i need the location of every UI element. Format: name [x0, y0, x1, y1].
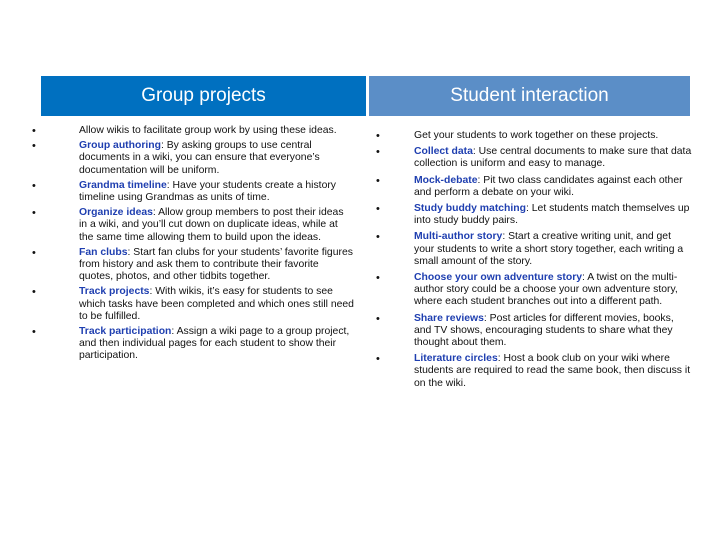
bullet-item	[376, 146, 692, 170]
item-text: : Have your students create a history timeline using Grandmas as units of time.	[79, 179, 336, 204]
column-student-interaction	[376, 130, 692, 394]
bullet-item	[376, 231, 692, 268]
item-text: : Let students match themselves up into study buddy pairs.	[414, 203, 690, 227]
item-text: : Allow group members to post their ideas in a wiki, and you’ll cut down on duplicate ideas, while at the same time allowing them to build upon the ideas.	[79, 207, 344, 243]
item-keyword: Grandma timeline	[79, 179, 167, 191]
item-text: : Post articles for different movies, books, and TV shows, encouraging students to share what they thought about them.	[414, 312, 674, 349]
item-text: : With wikis, it’s easy for students to see which tasks have been completed and which ones still need to be fulfilled.	[79, 286, 354, 322]
item-keyword: Study buddy matching	[414, 203, 526, 215]
bullet-icon: •	[32, 125, 36, 137]
bullet-icon: •	[376, 272, 380, 285]
bullet-item	[32, 180, 354, 204]
bullet-icon: •	[32, 246, 36, 259]
item-text: Allow wikis to facilitate group work by using these ideas.	[79, 125, 337, 136]
item-keyword: Group authoring	[79, 140, 161, 152]
header-student-interaction: Student interaction	[369, 76, 690, 116]
bullet-item	[376, 353, 692, 390]
bullet-item	[32, 125, 354, 137]
bullet-item	[32, 140, 354, 177]
item-keyword: Track participation	[79, 326, 172, 338]
bullet-item	[32, 286, 354, 323]
bullet-item	[376, 175, 692, 199]
bullet-icon: •	[376, 146, 380, 159]
item-text: : Host a book club on your wiki where students are required to read the same book, then discuss it on the wiki.	[414, 353, 691, 389]
bullet-item	[32, 247, 354, 284]
bullet-icon: •	[376, 174, 380, 187]
item-text: : By asking groups to use central documents in a wiki, you can ensure that everyone’s documentation will be uniform.	[79, 140, 320, 176]
bullet-icon: •	[376, 203, 380, 216]
bullet-icon: •	[376, 130, 380, 142]
item-keyword: Share reviews	[414, 312, 484, 324]
column-group-projects	[32, 125, 354, 366]
item-keyword: Choose your own adventure story	[414, 272, 583, 284]
item-keyword: Collect data	[414, 146, 473, 158]
header-group-projects: Group projects	[41, 76, 366, 116]
item-keyword: Organize ideas	[79, 207, 153, 219]
bullet-item	[376, 130, 692, 142]
bullet-icon: •	[32, 207, 36, 220]
bullet-icon: •	[376, 231, 380, 244]
item-text: : Assign a wiki page to a group project, and then individual pages for each student to show their participation.	[79, 326, 350, 362]
item-keyword: Multi-author story	[414, 231, 503, 243]
bullet-item	[376, 313, 692, 350]
bullet-item	[376, 203, 692, 227]
bullet-icon: •	[376, 353, 380, 366]
item-text: : A twist on the multi-author story could be a choose your own adventure story, where each student branches out into a different path.	[414, 272, 678, 308]
item-keyword: Literature circles	[414, 353, 498, 365]
bullet-icon: •	[32, 286, 36, 299]
item-keyword: Mock-debate	[414, 174, 478, 186]
bullet-icon: •	[32, 179, 36, 192]
bullet-item	[32, 326, 354, 363]
bullet-icon: •	[376, 312, 380, 325]
bullet-icon: •	[32, 140, 36, 153]
bullet-icon: •	[32, 326, 36, 339]
item-text: : Start fan clubs for your students’ favorite figures from history and ask them to contribute their favorite quotes, photos, and other tidbits together.	[79, 246, 353, 283]
item-text: : Use central documents to make sure that data collection is uniform and easy to manage.	[414, 146, 692, 170]
bullet-item	[32, 207, 354, 244]
item-text: : Pit two class candidates against each other and perform a debate on your wiki.	[414, 174, 683, 198]
item-text: Get your students to work together on these projects.	[414, 130, 659, 141]
item-keyword: Track projects	[79, 286, 150, 298]
item-text: : Start a creative writing unit, and get your students to write a short story together, each writing a small amount of the story.	[414, 231, 684, 267]
bullet-item	[376, 272, 692, 309]
item-keyword: Fan clubs	[79, 246, 128, 258]
